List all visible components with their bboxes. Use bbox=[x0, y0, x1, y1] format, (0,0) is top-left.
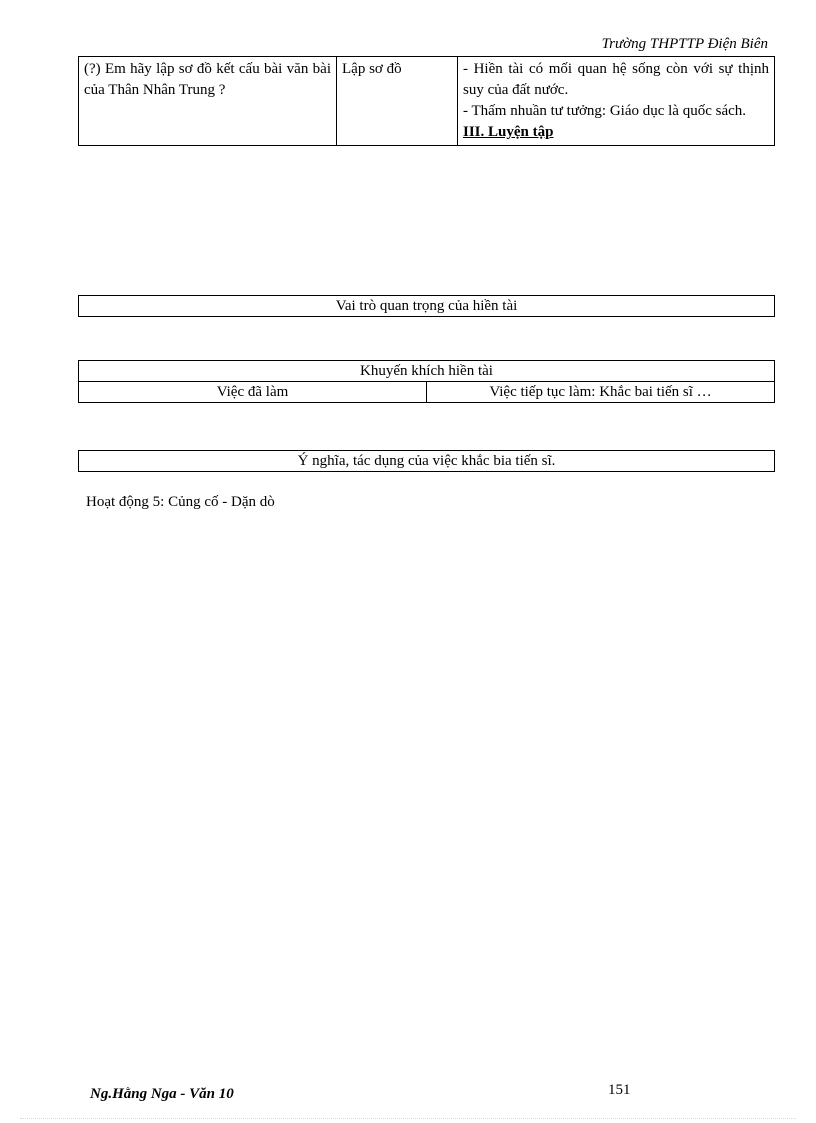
lesson-table bbox=[78, 56, 775, 146]
school-header: Trường THPTTP Điện Biên bbox=[601, 36, 768, 52]
activity-heading: Hoạt động 5: Củng cố - Dặn dò bbox=[86, 494, 275, 510]
table-row bbox=[79, 57, 775, 146]
diagram-box-right: Việc tiếp tục làm: Khắc bai tiến sĩ … bbox=[427, 382, 775, 403]
section-heading: III. Luyện tập bbox=[463, 124, 554, 140]
page-number: 151 bbox=[608, 1082, 631, 1098]
question-cell: (?) Em hãy lập sơ đồ kết cấu bài văn bài của Thân Nhân Trung ? bbox=[79, 57, 337, 146]
diagram-box-encourage bbox=[78, 360, 775, 403]
diagram-box-role: Vai trò quan trọng của hiền tài bbox=[78, 295, 775, 317]
content-line: - Hiền tài có mối quan hệ sống còn với sự thịnh suy của đất nước. bbox=[463, 61, 769, 98]
content-line: - Thấm nhuần tư tưởng: Giáo dục là quốc sách. bbox=[463, 103, 747, 119]
method-cell: Lập sơ đồ bbox=[337, 57, 458, 146]
footer-author: Ng.Hằng Nga - Văn 10 bbox=[90, 1086, 234, 1102]
bottom-divider bbox=[20, 1118, 796, 1119]
content-cell bbox=[458, 57, 775, 146]
diagram-box-meaning: Ý nghĩa, tác dụng của việc khắc bia tiến sĩ. bbox=[78, 450, 775, 472]
diagram-box-title: Khuyến khích hiền tài bbox=[79, 361, 775, 382]
diagram-box-left: Việc đã làm bbox=[79, 382, 427, 403]
